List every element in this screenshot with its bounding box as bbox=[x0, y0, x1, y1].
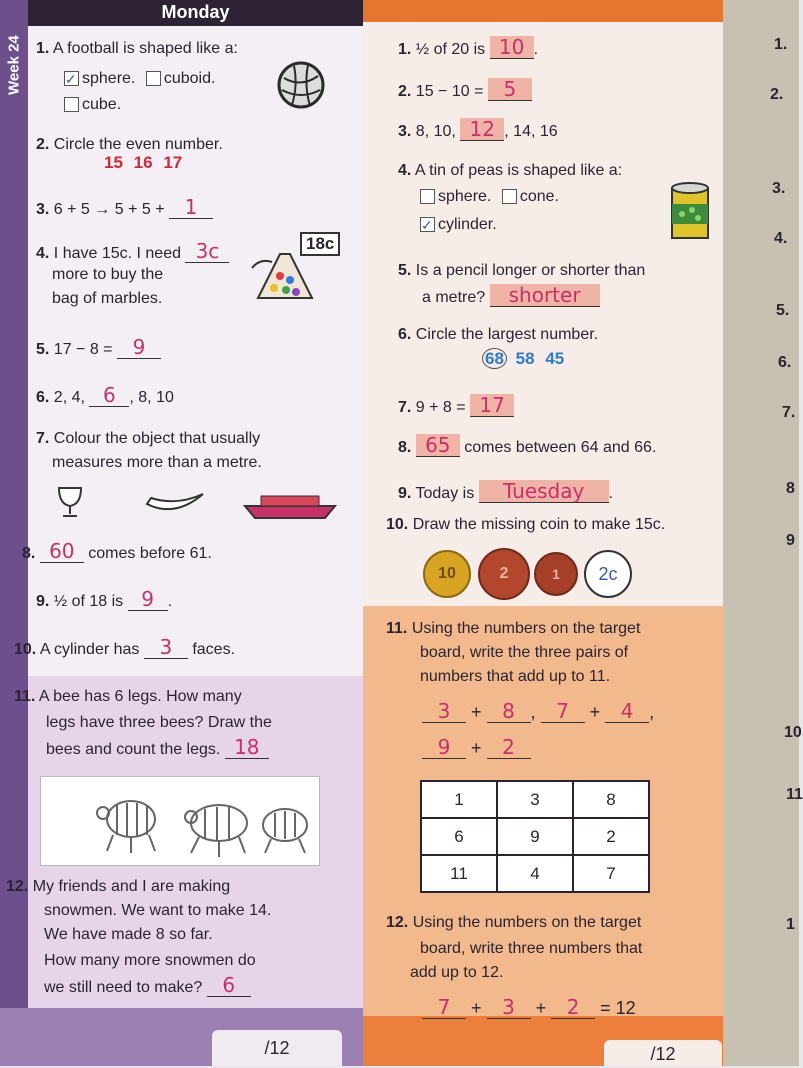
ship-icon bbox=[245, 496, 335, 518]
left-question-2: 2. Circle the even number. bbox=[36, 136, 223, 153]
answer-q3[interactable]: 1 bbox=[169, 196, 213, 219]
banana-icon bbox=[147, 494, 203, 509]
answer-q10[interactable]: 3 bbox=[144, 636, 188, 659]
target-cell: 3 bbox=[497, 781, 573, 818]
mid-question-8: 8. 65 comes between 64 and 66. bbox=[398, 433, 657, 457]
mid-question-2: 2. 15 − 10 = 5 bbox=[398, 78, 532, 103]
left-q4-line3: bag of marbles. bbox=[52, 290, 163, 307]
target-board-row bbox=[421, 855, 649, 892]
right-question-number: 11 bbox=[786, 786, 803, 803]
right-question-number: 7. bbox=[782, 404, 796, 421]
mid-question-9: 9. Today is Tuesday . bbox=[398, 479, 614, 503]
middle-header-bar bbox=[363, 0, 723, 22]
checkbox-cube[interactable] bbox=[64, 97, 79, 112]
target-cell: 11 bbox=[421, 855, 497, 892]
pair3-b[interactable]: 2 bbox=[487, 736, 531, 759]
checkbox-cylinder[interactable] bbox=[420, 217, 435, 232]
left-question-5: 5. 17 − 8 = 9 bbox=[36, 336, 161, 361]
sum-b[interactable]: 3 bbox=[487, 996, 531, 1019]
mid-score: /12 bbox=[604, 1040, 722, 1066]
mid-question-11: 11. Using the numbers on the target bbox=[386, 620, 641, 637]
answer-q11[interactable]: 18 bbox=[225, 736, 269, 759]
right-question-number: 2. bbox=[770, 86, 784, 103]
sum-c[interactable]: 2 bbox=[551, 996, 595, 1019]
left-q7-line2: measures more than a metre. bbox=[52, 454, 262, 471]
mid-answer-q5[interactable]: shorter bbox=[490, 284, 600, 307]
sum-a[interactable]: 7 bbox=[422, 996, 466, 1019]
week-side-strip bbox=[0, 0, 28, 1066]
object-pictures bbox=[55, 484, 345, 524]
coin-1c: 1 bbox=[534, 552, 578, 596]
target-cell: 2 bbox=[573, 818, 649, 855]
mid-q11-line3: numbers that add up to 11. bbox=[420, 668, 611, 685]
checkbox-cone[interactable] bbox=[502, 189, 517, 204]
mid-q4-option-cylinder: ✓cylinder. bbox=[420, 214, 497, 236]
target-cell: 4 bbox=[497, 855, 573, 892]
mid-question-10: 10. Draw the missing coin to make 15c. bbox=[386, 516, 666, 533]
mid-question-4: 4. A tin of peas is shaped like a: bbox=[398, 162, 623, 179]
left-q11-line3: bees and count the legs. 18 bbox=[46, 736, 269, 761]
right-question-number: 9 bbox=[786, 532, 795, 549]
mid-q11-line2: board, write the three pairs of bbox=[420, 644, 629, 661]
right-question-number: 5. bbox=[776, 302, 790, 319]
mid-question-6: 6. Circle the largest number. bbox=[398, 326, 599, 343]
left-q12-line5: we still need to make? 6 bbox=[44, 974, 251, 999]
pair1-a[interactable]: 3 bbox=[422, 700, 466, 723]
answer-q12[interactable]: 6 bbox=[207, 974, 251, 997]
target-board bbox=[420, 780, 650, 893]
left-question-9: 9. ½ of 18 is 9 . bbox=[36, 587, 173, 611]
left-question-6: 6. 2, 4, 6 , 8, 10 bbox=[36, 383, 174, 407]
pair1-b[interactable]: 8 bbox=[487, 700, 531, 723]
left-q12-line4: How many more snowmen do bbox=[44, 952, 256, 969]
left-question-4: 4. I have 15c. I need 3c bbox=[36, 240, 229, 265]
left-question-8: 8. 60 comes before 61. bbox=[22, 539, 212, 563]
checkbox-cuboid[interactable] bbox=[146, 71, 161, 86]
left-q1-options: ✓sphere. cuboid. bbox=[64, 68, 215, 90]
pair2-a[interactable]: 7 bbox=[541, 700, 585, 723]
week-tab-label: Week 24 bbox=[5, 35, 23, 95]
pair2-b[interactable]: 4 bbox=[605, 700, 649, 723]
answer-q4[interactable]: 3c bbox=[185, 240, 229, 263]
answer-q6[interactable]: 6 bbox=[89, 384, 129, 407]
egg-cup-icon bbox=[59, 488, 81, 516]
mid-question-3: 3. 8, 10, 12 , 14, 16 bbox=[398, 117, 558, 141]
pair3-a[interactable]: 9 bbox=[422, 736, 466, 759]
target-cell: 8 bbox=[573, 781, 649, 818]
checkbox-sphere[interactable] bbox=[64, 71, 79, 86]
right-question-number: 1 bbox=[786, 916, 795, 933]
right-question-number: 6. bbox=[778, 354, 792, 371]
mid-answer-q1[interactable]: 10 bbox=[490, 36, 534, 59]
mid-answer-q8[interactable]: 65 bbox=[416, 434, 460, 457]
day-title: Monday bbox=[161, 2, 230, 22]
target-cell: 7 bbox=[573, 855, 649, 892]
answer-q5[interactable]: 9 bbox=[117, 336, 161, 359]
marbles-bag-icon bbox=[250, 248, 330, 304]
left-q11-line2: legs have three bees? Draw the bbox=[46, 714, 272, 731]
right-question-number: 3. bbox=[772, 180, 786, 197]
target-board-row bbox=[421, 818, 649, 855]
right-question-number: 1. bbox=[774, 36, 788, 53]
left-question-3: 3. 6 + 5 → 5 + 5 + 1 bbox=[36, 196, 213, 221]
mid-question-5: 5. Is a pencil longer or shorter than bbox=[398, 262, 646, 279]
left-question-10: 10. A cylinder has 3 faces. bbox=[14, 635, 236, 659]
mid-answer-q9[interactable]: Tuesday bbox=[479, 480, 609, 503]
left-question-12: 12. My friends and I are making bbox=[6, 878, 231, 895]
left-q4-line2: more to buy the bbox=[52, 266, 164, 283]
mid-answer-q2[interactable]: 5 bbox=[488, 78, 532, 101]
mid-q12-line3: add up to 12. bbox=[410, 964, 504, 981]
drawn-coin-2c[interactable]: 2c bbox=[584, 550, 632, 598]
mid-answer-q3[interactable]: 12 bbox=[460, 118, 504, 141]
football-icon bbox=[276, 60, 326, 110]
mid-q12-line2: board, write three numbers that bbox=[420, 940, 643, 957]
answer-q9[interactable]: 9 bbox=[128, 588, 168, 611]
left-score: /12 bbox=[212, 1030, 342, 1066]
pairs-row-1: 3 + 8 , 7 + 4 , bbox=[422, 700, 654, 723]
left-q12-line3: We have made 8 so far. bbox=[44, 926, 213, 943]
right-question-number: 8 bbox=[786, 480, 795, 497]
sum-to-12-row: 7 + 3 + 2 = 12 bbox=[422, 996, 636, 1019]
price-tag: 18c bbox=[300, 232, 340, 256]
left-q1-option-cube: cube. bbox=[64, 94, 121, 116]
bee-drawing-box[interactable] bbox=[40, 776, 320, 866]
right-question-number: 4. bbox=[774, 230, 788, 247]
bee-drawings bbox=[41, 777, 319, 865]
coin-10c: 10 bbox=[423, 550, 471, 598]
largest-number-options: 68 58 45 bbox=[482, 348, 564, 370]
target-board-row bbox=[421, 781, 649, 818]
pairs-row-2: 9 + 2 bbox=[422, 736, 531, 759]
left-question-1: 1. A football is shaped like a: bbox=[36, 40, 238, 57]
left-question-11: 11. A bee has 6 legs. How many bbox=[14, 688, 242, 705]
right-question-number: 10 bbox=[784, 724, 802, 741]
answer-q8[interactable]: 60 bbox=[40, 540, 84, 563]
checkbox-sphere-2[interactable] bbox=[420, 189, 435, 204]
tin-of-peas-icon bbox=[668, 180, 712, 244]
left-q12-line2: snowmen. We want to make 14. bbox=[44, 902, 272, 919]
even-number-options: 15 16 17 bbox=[104, 153, 183, 172]
target-cell: 9 bbox=[497, 818, 573, 855]
coin-2c: 2 bbox=[478, 548, 530, 600]
mid-q5-line2: a metre? shorter bbox=[422, 284, 600, 309]
target-cell: 1 bbox=[421, 781, 497, 818]
mid-question-7: 7. 9 + 8 = 17 bbox=[398, 394, 514, 419]
mid-question-1: 1. ½ of 20 is 10 . bbox=[398, 35, 539, 59]
mid-answer-q7[interactable]: 17 bbox=[470, 394, 514, 417]
left-question-7: 7. Colour the object that usually bbox=[36, 430, 261, 447]
mid-question-12: 12. Using the numbers on the target bbox=[386, 914, 642, 931]
target-cell: 6 bbox=[421, 818, 497, 855]
mid-q4-options: sphere. cone. bbox=[420, 186, 559, 208]
